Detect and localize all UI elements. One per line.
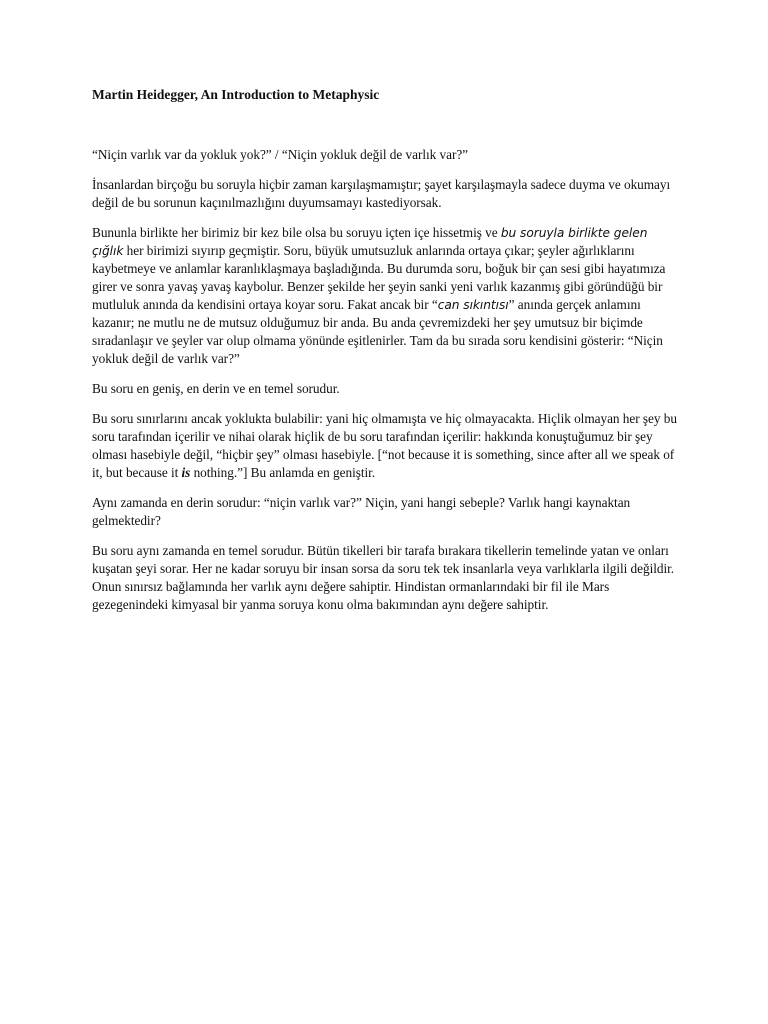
document-page	[92, 86, 680, 626]
paragraph-feeling-text-3: ” anında gerçek anlamını kazanır; ne mutlu ne de mutsuz olduğumuz bir anda. Bu anda çevremizdeki her şey umutsuz bir biçimde sıradanlaşır ve şeyler var olup olmama yönünde eşitlenirler. Tam da bu sırada soru kendisini gösterir: “Niçin yokluk değil de varlık var?”	[92, 297, 663, 366]
paragraph-limits-text-2: nothing.”] Bu anlamda en geniştir.	[190, 465, 376, 480]
paragraph-broadest: Bu soru en geniş, en derin ve en temel sorudur.	[92, 381, 340, 396]
paragraph-feeling-text-1: Bununla birlikte her birimiz bir kez bile olsa bu soruyu içten içe hissetmiş ve	[92, 225, 501, 240]
paragraph-feeling	[92, 224, 680, 368]
emphasis-boredom: can sıkıntısı	[437, 298, 509, 312]
document-title: Martin Heidegger, An Introduction to Metaphysic	[92, 87, 380, 102]
paragraph-questions: “Niçin varlık var da yokluk yok?” / “Niçin yokluk değil de varlık var?”	[92, 147, 469, 162]
paragraph-limits-text-1: Bu soru sınırlarını ancak yoklukta bulabilir: yani hiç olmamışta ve hiç olmayacakta. Hiçlik olmayan her şey bu soru tarafından içerilir ve nihai olarak hiçlik de bu soru tarafından içerilir: hakkında konuştuğumuz bir şey olması hasebiyle değil, “hiçbir şey” olması hasebiyle. [“not because it is something, since after all we speak of it, but because it	[92, 411, 677, 480]
paragraph-fundamental: Bu soru aynı zamanda en temel sorudur. Bütün tikelleri bir tarafa bırakara tikellerin temelinde yatan ve onları kuşatan şeyi sorar. Her ne kadar soruyu bir insan sorsa da soru tek tek insanlarla veya varlıklarla ilgili değildir. Onun sınırsız bağlamında her varlık aynı değere sahiptir. Hindistan ormanlarındaki bir fil ile Mars gezegenindeki kimyasal bir yanma soruya konu olma bakımından aynı değere sahiptir.	[92, 543, 675, 612]
paragraph-feeling-text-2: her birimizi sıyırıp geçmiştir. Soru, büyük umutsuzluk anlarında ortaya çıkar; şeyler ağırlıklarını kaybetmeye ve anlamlar karanlıklaşmaya başladığında. Bu durumda soru, boğuk bir çan sesi gibi hayatımıza girer ve sonra yavaş yavaş kaybolur. Benzer şekilde her şeyin sanki yeni varlık kazanmış gibi göründüğü bir mutluluk anında da kendisini ortaya koyar soru. Fakat ancak bir “	[92, 243, 666, 312]
paragraph-limits	[92, 410, 680, 482]
paragraph-deepest: Aynı zamanda en derin sorudur: “niçin varlık var?” Niçin, yani hangi sebeple? Varlık hangi kaynaktan gelmektedir?	[92, 495, 631, 528]
emphasis-is: is	[181, 465, 191, 480]
paragraph-encounter: İnsanlardan birçoğu bu soruyla hiçbir zaman karşılaşmamıştır; şayet karşılaşmayla sadece duyma ve okumayı değil de bu sorunun kaçınılmazlığını duyumsamayı kastediyorsak.	[92, 177, 671, 210]
emphasis-cry: bu soruyla birlikte gelen çığlık	[92, 226, 648, 258]
